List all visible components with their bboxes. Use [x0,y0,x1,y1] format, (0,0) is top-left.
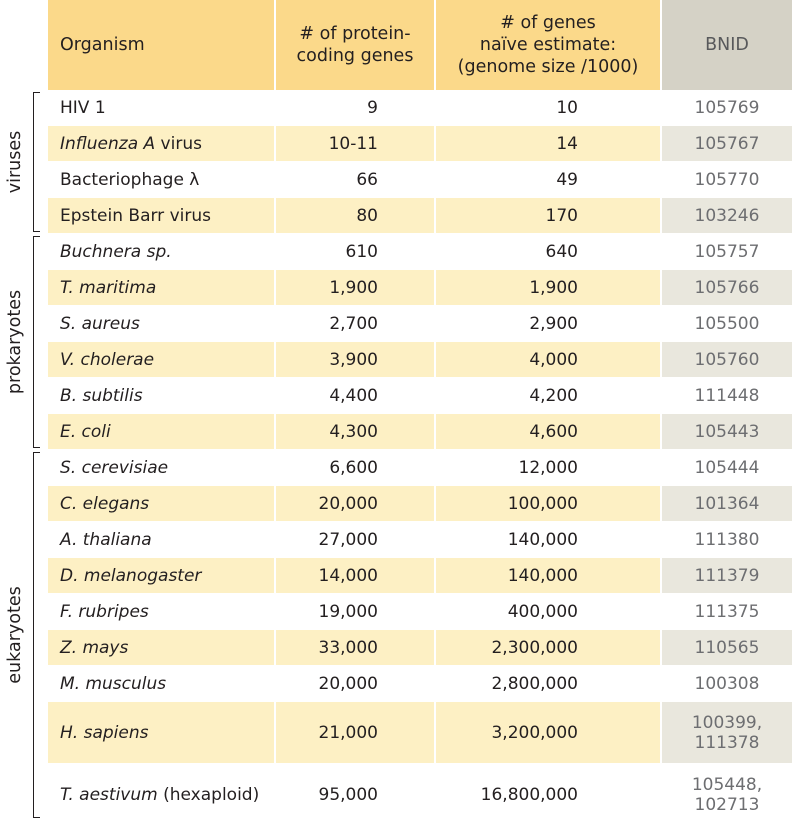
organism-cell [48,666,276,702]
protein-coding-genes-cell: 10-11 [276,126,436,162]
naive-estimate-cell: 4,600 [436,414,662,450]
organism-cell [48,378,276,414]
bnid-value: 105769 [694,97,760,118]
bnid-cell [662,342,792,378]
protein-coding-genes-cell: 9 [276,90,436,126]
naive-estimate-cell: 14 [436,126,662,162]
header-naive-estimate [436,0,662,90]
table-body [48,90,792,826]
bnid-value: 100399, [691,712,763,733]
organism-cell [48,234,276,270]
header-protein-coding-genes [276,0,436,90]
naive-estimate-cell: 140,000 [436,522,662,558]
bnid-value: 105770 [694,169,760,190]
bnid-value: 110565 [694,637,760,658]
bnid-value: 111375 [694,601,760,622]
naive-estimate-cell: 2,900 [436,306,662,342]
bnid-value: 102713 [694,794,760,815]
bnid-cell [662,126,792,162]
group-bracket-viruses [0,92,44,232]
organism-cell [48,90,276,126]
protein-coding-genes-cell: 20,000 [276,486,436,522]
bnid-cell [662,378,792,414]
naive-estimate-cell: 2,800,000 [436,666,662,702]
bnid-cell [662,234,792,270]
table-row [48,198,792,234]
bnid-cell [662,666,792,702]
group-bracket-prokaryotes [0,236,44,448]
organism-name: Buchnera sp. [60,241,172,262]
organism-name: Epstein Barr virus [60,205,211,226]
bnid-cell [662,594,792,630]
naive-estimate-cell: 16,800,000 [436,764,662,826]
naive-estimate-cell: 10 [436,90,662,126]
organism-name: S. cerevisiae [60,457,169,478]
header-organism: Organism [48,0,276,90]
bnid-value: 103246 [694,205,760,226]
protein-coding-genes-cell: 1,900 [276,270,436,306]
table-row [48,558,792,594]
protein-coding-genes-cell: 80 [276,198,436,234]
bnid-value: 101364 [694,493,760,514]
gene-count-table [48,0,792,826]
bnid-value: 105757 [694,241,760,262]
bnid-cell [662,522,792,558]
group-label-eukaryotes: eukaryotes [5,586,25,684]
table-row [48,702,792,764]
organism-name: C. elegans [60,493,150,514]
organism-cell [48,594,276,630]
table-row [48,764,792,826]
organism-cell [48,162,276,198]
bnid-cell [662,486,792,522]
bnid-cell [662,414,792,450]
organism-name-suffix: (hexaploid) [157,784,260,805]
bnid-value: 105444 [694,457,760,478]
protein-coding-genes-cell: 33,000 [276,630,436,666]
table-row [48,126,792,162]
organism-cell [48,126,276,162]
naive-estimate-cell: 49 [436,162,662,198]
bnid-cell [662,198,792,234]
naive-estimate-cell: 12,000 [436,450,662,486]
bnid-cell [662,558,792,594]
table-row [48,234,792,270]
bnid-value: 100308 [694,673,760,694]
organism-cell [48,558,276,594]
bnid-cell [662,90,792,126]
protein-coding-genes-cell: 21,000 [276,702,436,764]
bnid-cell [662,630,792,666]
organism-name: M. musculus [60,673,167,694]
bnid-cell [662,450,792,486]
protein-coding-genes-cell: 14,000 [276,558,436,594]
protein-coding-genes-cell: 66 [276,162,436,198]
organism-cell [48,764,276,826]
bnid-cell [662,764,792,826]
naive-estimate-cell: 170 [436,198,662,234]
table-row [48,162,792,198]
organism-cell [48,342,276,378]
bnid-cell [662,702,792,764]
organism-cell [48,486,276,522]
naive-estimate-cell: 1,900 [436,270,662,306]
organism-name: D. melanogaster [60,565,202,586]
table-row [48,378,792,414]
header-protein-line-2: coding genes [296,46,414,66]
bracket-line [33,236,40,448]
bnid-value: 105766 [694,277,760,298]
table-row [48,522,792,558]
bracket-line [33,452,40,818]
bnid-value: 111380 [694,529,760,550]
organism-name: A. thaliana [60,529,152,550]
table-row [48,414,792,450]
protein-coding-genes-cell: 4,300 [276,414,436,450]
organism-name: V. cholerae [60,349,155,370]
organism-name: Z. mays [60,637,129,658]
protein-coding-genes-cell: 95,000 [276,764,436,826]
organism-cell [48,270,276,306]
organism-name: Influenza A [60,133,156,154]
organism-cell [48,522,276,558]
bnid-cell [662,306,792,342]
table-row [48,666,792,702]
table-row [48,306,792,342]
bnid-value: 105767 [694,133,760,154]
protein-coding-genes-cell: 20,000 [276,666,436,702]
organism-cell [48,450,276,486]
organism-name: Bacteriophage λ [60,169,200,190]
naive-estimate-cell: 4,000 [436,342,662,378]
organism-name: T. aestivum [60,784,158,805]
table-row [48,450,792,486]
organism-name-suffix: virus [155,133,202,154]
header-bnid: BNID [662,0,792,90]
table-row [48,594,792,630]
organism-cell [48,630,276,666]
protein-coding-genes-cell: 4,400 [276,378,436,414]
table-header-row [48,0,792,90]
bracket-line [33,92,40,232]
organism-name: T. maritima [60,277,157,298]
group-bracket-eukaryotes [0,452,44,818]
protein-coding-genes-cell: 2,700 [276,306,436,342]
bnid-cell [662,270,792,306]
naive-estimate-cell: 140,000 [436,558,662,594]
naive-estimate-cell: 2,300,000 [436,630,662,666]
naive-estimate-cell: 4,200 [436,378,662,414]
organism-cell [48,414,276,450]
table-row [48,630,792,666]
header-estimate-line-2: naïve estimate: [479,35,617,55]
naive-estimate-cell: 3,200,000 [436,702,662,764]
organism-name: F. rubripes [60,601,149,622]
organism-name: H. sapiens [60,722,149,743]
protein-coding-genes-cell: 610 [276,234,436,270]
bnid-value: 105500 [694,313,760,334]
bnid-cell [662,162,792,198]
bnid-value: 105448, [691,774,763,795]
group-label-viruses: viruses [5,130,25,194]
header-estimate-line-1: # of genes [500,13,596,33]
naive-estimate-cell: 400,000 [436,594,662,630]
header-protein-line-1: # of protein- [299,24,411,44]
organism-name: E. coli [60,421,111,442]
protein-coding-genes-cell: 3,900 [276,342,436,378]
group-label-prokaryotes: prokaryotes [5,289,25,395]
organism-cell [48,306,276,342]
table-row [48,342,792,378]
bnid-value: 105760 [694,349,760,370]
table-row [48,90,792,126]
organism-name: B. subtilis [60,385,143,406]
bnid-value: 111378 [694,732,760,753]
protein-coding-genes-cell: 6,600 [276,450,436,486]
organism-name: HIV 1 [60,97,106,118]
header-estimate-line-3: (genome size /1000) [457,57,639,77]
organism-cell [48,198,276,234]
protein-coding-genes-cell: 27,000 [276,522,436,558]
naive-estimate-cell: 100,000 [436,486,662,522]
organism-cell [48,702,276,764]
bnid-value: 105443 [694,421,760,442]
table-row [48,486,792,522]
table-row [48,270,792,306]
bnid-value: 111448 [694,385,760,406]
bnid-value: 111379 [694,565,760,586]
naive-estimate-cell: 640 [436,234,662,270]
organism-name: S. aureus [60,313,140,334]
protein-coding-genes-cell: 19,000 [276,594,436,630]
